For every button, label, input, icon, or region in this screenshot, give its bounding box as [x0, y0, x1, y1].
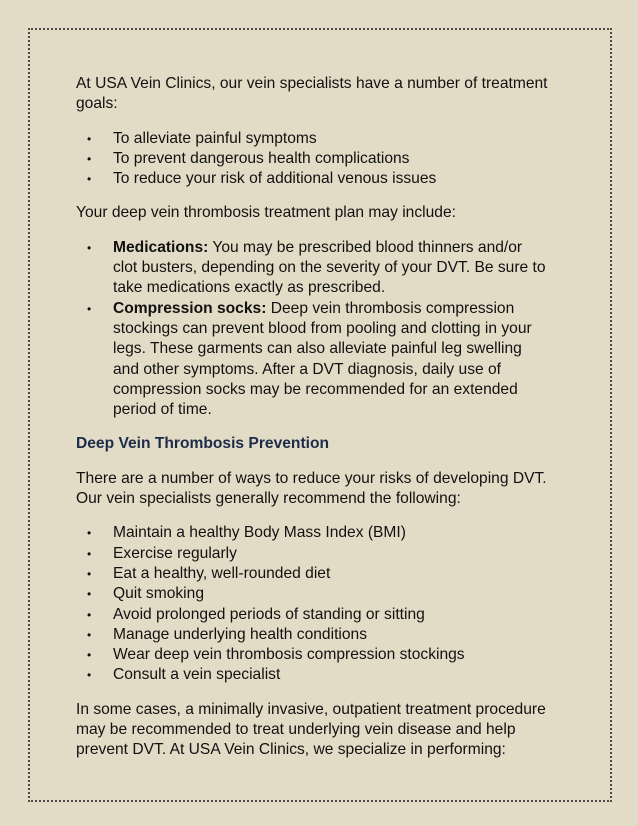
list-item — [76, 299, 550, 421]
list-item: • Exercise regularly — [76, 544, 550, 564]
document-body — [76, 74, 550, 761]
list-item: • To alleviate painful symptoms — [76, 129, 550, 149]
prevention-heading: Deep Vein Thrombosis Prevention — [76, 435, 330, 453]
prevention-intro-paragraph: There are a number of ways to reduce your risks of developing DVT. Our vein specialists generally recommend the following: — [76, 469, 547, 508]
compression-socks-text: Deep vein thrombosis compression stockings can prevent blood from pooling and clotting in your legs. These garments can also alleviate painful leg swelling and other symptoms. After a DVT diagnosis, daily use of compression socks may be recommended for an extended period of time. — [113, 299, 532, 419]
list-item: • To reduce your risk of additional venous issues — [76, 169, 550, 189]
compression-socks-term: Compression socks: — [113, 299, 267, 317]
list-item: • Manage underlying health conditions — [76, 625, 550, 645]
treatment-plan-list — [76, 238, 550, 421]
treatment-goals-list — [76, 129, 550, 190]
list-item: • Maintain a healthy Body Mass Index (BMI) — [76, 523, 550, 543]
prevention-list — [76, 523, 550, 685]
intro-paragraph: At USA Vein Clinics, our vein specialists have a number of treatment goals: — [76, 75, 548, 113]
medications-text: You may be prescribed blood thinners and/or clot busters, depending on the severity of your DVT. Be sure to take medications exactly as prescribed. — [113, 238, 546, 297]
list-item: • Wear deep vein thrombosis compression stockings — [76, 645, 550, 665]
closing-paragraph: In some cases, a minimally invasive, outpatient treatment procedure may be recommended to treat underlying vein disease and help prevent DVT. At USA Vein Clinics, we specialize in performing: — [76, 700, 546, 759]
list-item: • Avoid prolonged periods of standing or sitting — [76, 605, 550, 625]
plan-intro-paragraph: Your deep vein thrombosis treatment plan may include: — [76, 204, 456, 222]
list-item: • Eat a healthy, well-rounded diet — [76, 564, 550, 584]
medications-term: Medications: — [113, 238, 209, 256]
list-item: • Quit smoking — [76, 584, 550, 604]
list-item — [76, 238, 550, 299]
list-item: • Consult a vein specialist — [76, 665, 550, 685]
list-item: • To prevent dangerous health complications — [76, 149, 550, 169]
